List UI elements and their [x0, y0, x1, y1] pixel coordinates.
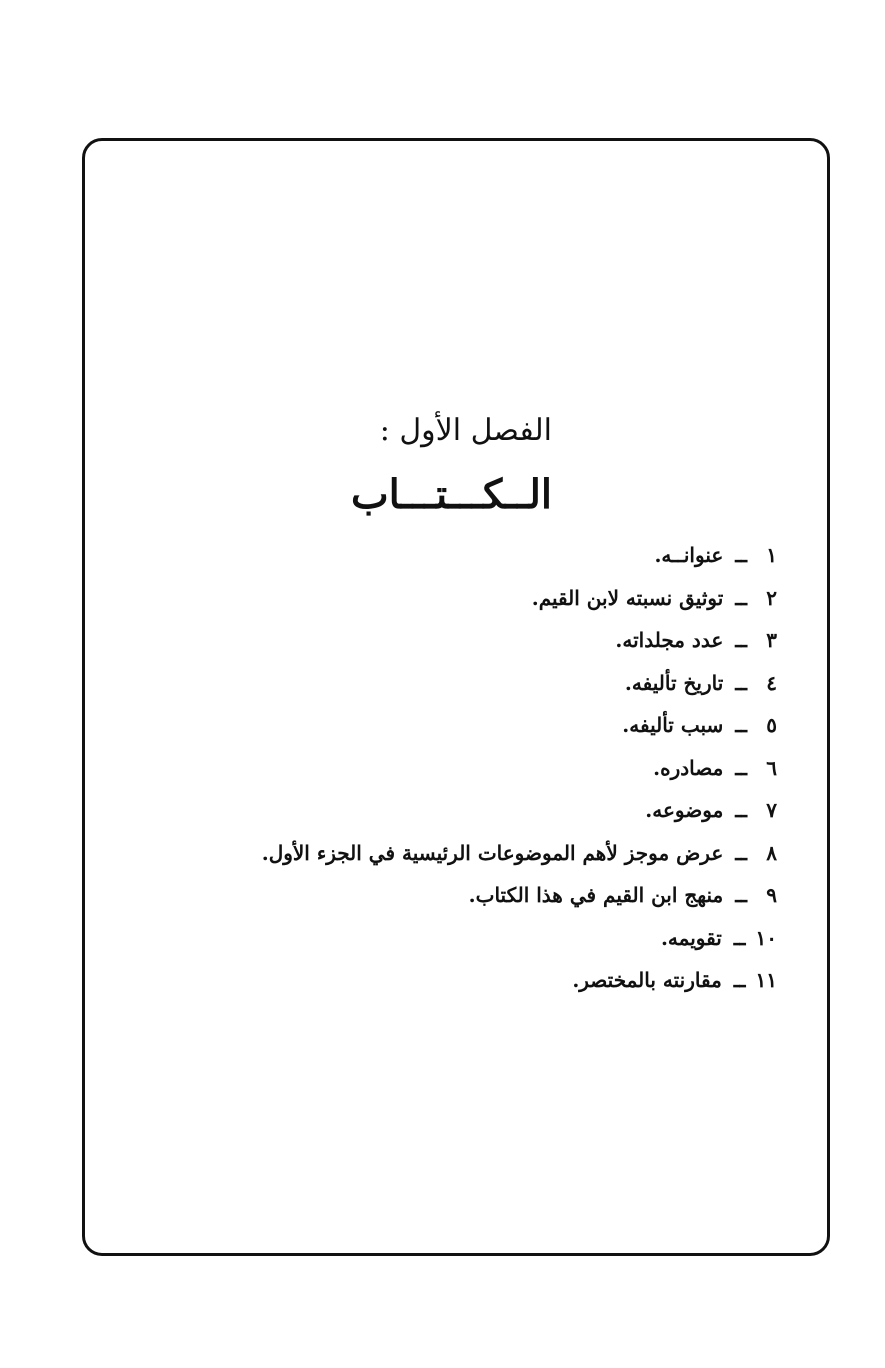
topic-item — [177, 917, 777, 960]
topic-dash: ــ — [735, 628, 747, 652]
topic-dash: ــ — [735, 755, 747, 780]
topic-dash: ــ — [733, 925, 746, 950]
topic-number: ٨ — [766, 840, 777, 865]
topic-text: توثيق نسبته لابن القيم. — [531, 585, 724, 610]
chapter-title: الــكـــتـــاب — [350, 471, 552, 518]
topic-number: ٤ — [766, 670, 777, 695]
topic-text: سبب تأليفه. — [622, 713, 724, 737]
topic-text: تاريخ تأليفه. — [624, 670, 724, 695]
topic-dash: ــ — [735, 670, 747, 695]
topic-number: ٣ — [766, 628, 777, 652]
topic-text: عدد مجلداته. — [615, 628, 724, 652]
topic-text: عرض موجز لأهم الموضوعات الرئيسية في الجزء الأول. — [261, 840, 724, 865]
topic-number: ٢ — [766, 585, 777, 610]
topic-item — [177, 662, 777, 705]
topic-text: مقارنته بالمختصر. — [572, 968, 722, 992]
topic-dash: ــ — [733, 968, 746, 992]
topic-dash: ــ — [735, 883, 747, 907]
topic-dash: ــ — [735, 543, 747, 567]
topic-text: تقويمه. — [660, 925, 722, 950]
topic-number: ٧ — [766, 798, 777, 822]
topic-number: ١٠ — [755, 925, 777, 950]
topic-item — [177, 789, 777, 832]
topic-text: عنوانــه. — [654, 543, 724, 567]
topic-list — [177, 534, 777, 1002]
topic-text: مصادره. — [653, 755, 724, 780]
topic-item — [177, 704, 777, 747]
chapter-label: الفصل الأول : — [379, 413, 552, 448]
topic-item — [177, 577, 777, 620]
topic-dash: ــ — [735, 585, 747, 610]
topic-item — [177, 959, 777, 1002]
topic-number: ٦ — [766, 755, 777, 780]
topic-number: ١١ — [755, 968, 777, 992]
topic-item — [177, 747, 777, 790]
topic-dash: ــ — [735, 798, 747, 822]
topic-number: ٥ — [766, 713, 777, 737]
topic-text: منهج ابن القيم في هذا الكتاب. — [468, 883, 724, 907]
topic-dash: ــ — [735, 840, 747, 865]
topic-dash: ــ — [735, 713, 747, 737]
topic-item — [177, 619, 777, 662]
topic-item — [177, 832, 777, 875]
topic-text: موضوعه. — [645, 798, 724, 822]
topic-item — [177, 874, 777, 917]
topic-item — [177, 534, 777, 577]
topic-number: ١ — [766, 543, 777, 567]
topic-number: ٩ — [766, 883, 777, 907]
